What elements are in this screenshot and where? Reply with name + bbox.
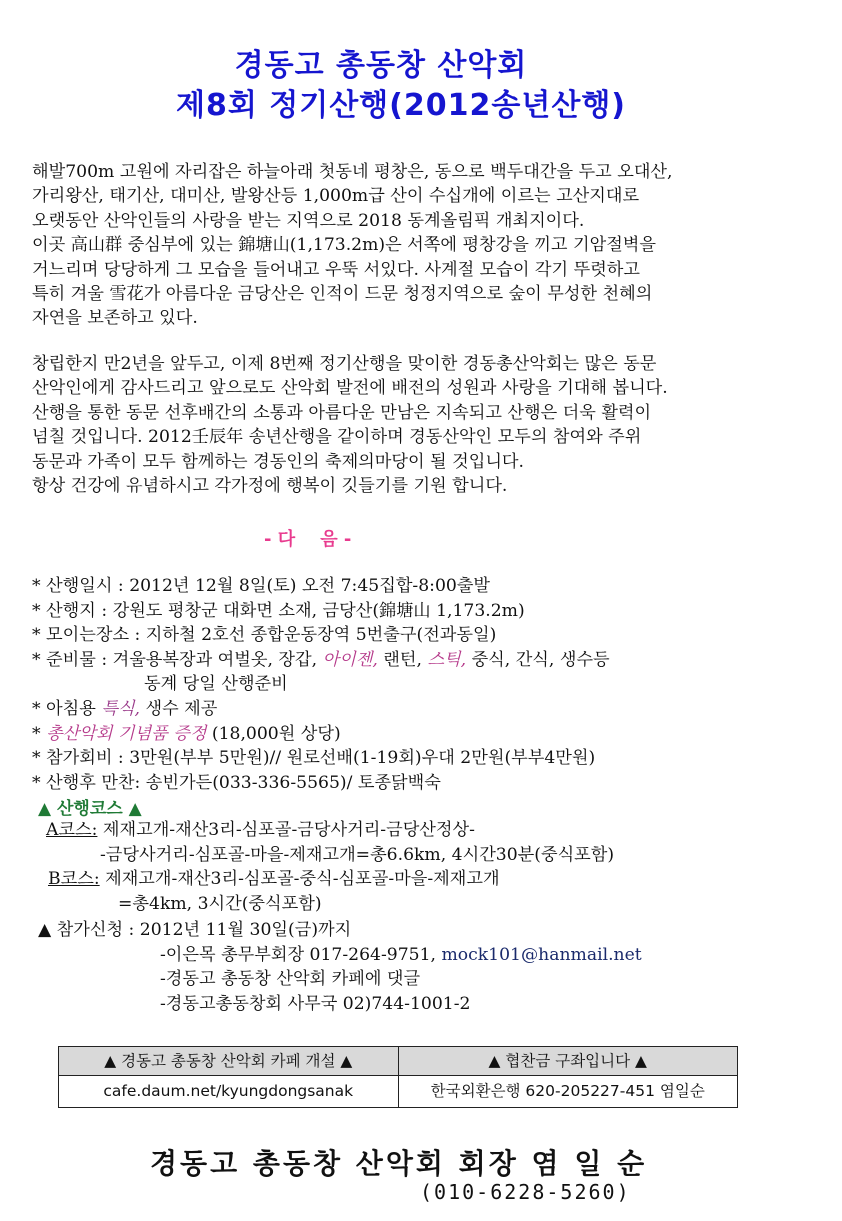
intro-paragraph-1 bbox=[32, 160, 832, 331]
text-line: 이곳 高山群 중심부에 있는 錦塘山(1,173.2m)은 서쪽에 평창강을 끼고 기암절벽을 bbox=[32, 235, 657, 256]
detail-meeting: * 모이는장소 : 지하철 2호선 종합운동장역 5번출구(전과동일) bbox=[32, 625, 497, 646]
triangle-up-icon: ▲ bbox=[38, 799, 52, 819]
text-line: 항상 건강에 유념하시고 각가정에 행복이 깃들기를 기원 합니다. bbox=[32, 476, 508, 497]
text-line: 동문과 가족이 모두 함께하는 경동인의 축제의마당이 될 것입니다. bbox=[32, 451, 524, 472]
prep-crampons: 아이젠, bbox=[322, 649, 378, 670]
prep-sticks: 스틱, bbox=[427, 649, 467, 670]
breakfast-special: 특식, bbox=[101, 698, 141, 719]
apply-contact-2: -경동고 총동창 산악회 카페에 댓글 bbox=[160, 969, 421, 990]
course-list bbox=[38, 818, 828, 916]
gift-prefix: * bbox=[32, 723, 47, 744]
detail-gift bbox=[32, 722, 832, 747]
page-subtitle: 제8회 정기산행(2012송년산행) bbox=[175, 88, 627, 123]
apply-contact-3: -경동고총동창회 사무국 02)744-1001-2 bbox=[160, 993, 471, 1014]
text-line: 오랫동안 산악인들의 사랑을 받는 지역으로 2018 동계올림픽 개최지이다. bbox=[32, 210, 585, 231]
text-line: 창립한지 만2년을 앞두고, 이제 8번째 정기산행을 맞이한 경동총산악회는 많은 동문 bbox=[32, 354, 657, 374]
president-signature: 경동고 총동창 산악회 회장 염 일 순 bbox=[150, 1147, 648, 1180]
text-line: 거느리며 당당하게 그 모습을 들어내고 우뚝 서있다. 사계절 모습이 각기 뚜렷하고 bbox=[32, 259, 641, 280]
course-b-line1: 제재고개-재산3리-심포골-중식-심포골-마을-제재고개 bbox=[99, 869, 500, 890]
contact-1-text: -이은목 총무부회장 017-264-9751, bbox=[160, 944, 442, 965]
course-b-label: B코스: bbox=[48, 869, 100, 890]
info-box-account bbox=[398, 1047, 738, 1107]
text-line: 가리왕산, 태기산, 대미산, 발왕산등 1,000m급 산이 수십개에 이르는 고산지대로 bbox=[32, 186, 640, 207]
apply-deadline: ▲ 참가신청 : 2012년 11월 30일(금)까지 bbox=[38, 920, 352, 940]
intro-paragraph-2 bbox=[32, 352, 832, 498]
apply-contact-1 bbox=[38, 943, 828, 968]
prep-prefix: * 준비물 : 겨울용복장과 여벌옷, 장갑, bbox=[32, 649, 323, 670]
detail-breakfast bbox=[32, 697, 832, 722]
breakfast-prefix: * 아침용 bbox=[32, 698, 102, 719]
bank-account-text: 한국외환은행 620-205227-451 염일순 bbox=[430, 1082, 705, 1100]
breakfast-suffix: 생수 제공 bbox=[140, 698, 218, 719]
text-line: 해발700m 고원에 자리잡은 하늘아래 첫동네 평창은, 동으로 백두대간을 두고 오대산, bbox=[32, 162, 673, 182]
prep-suffix: 중식, 간식, 생수등 bbox=[466, 649, 610, 670]
info-boxes bbox=[58, 1046, 738, 1108]
course-a-label: A코스: bbox=[46, 820, 98, 840]
contact-email-link[interactable]: mock101@hanmail.net bbox=[441, 944, 642, 965]
course-a-line1: 제재고개-재산3리-심포골-금당사거리-금당산정상- bbox=[97, 820, 475, 840]
detail-preparation-cont: 동계 당일 산행준비 bbox=[144, 674, 288, 695]
course-a-line2: -금당사거리-심포골-마을-제재고개=총6.6km, 4시간30분(중식포함) bbox=[100, 844, 615, 865]
course-b bbox=[38, 867, 828, 892]
course-a bbox=[38, 818, 828, 843]
gift-suffix: (18,000원 상당) bbox=[206, 723, 341, 744]
info-box-cafe-header: ▲ 경동고 총동창 산악회 카페 개설 ▲ bbox=[59, 1047, 398, 1076]
prep-mid: 랜턴, bbox=[377, 649, 428, 670]
text-line: 자연을 보존하고 있다. bbox=[32, 308, 198, 329]
page-title: 경동고 총동창 산악회 bbox=[234, 48, 528, 83]
text-line: 산행을 통한 동문 선후배간의 소통과 아름다운 만남은 지속되고 산행은 더욱 활력이 bbox=[32, 402, 652, 423]
notice-heading: - 다 음 - bbox=[264, 529, 352, 550]
event-details bbox=[32, 574, 832, 795]
gift-text: 총산악회 기념품 증정 bbox=[46, 723, 207, 744]
course-heading bbox=[38, 794, 142, 819]
detail-date: * 산행일시 : 2012년 12월 8일(토) 오전 7:45집합-8:00출발 bbox=[32, 576, 491, 596]
text-line: 산악인에게 감사드리고 앞으로도 산악회 발전에 배전의 성원과 사랑을 기대해 봅니다. bbox=[32, 378, 668, 399]
course-heading-label: 산행코스 bbox=[57, 799, 123, 819]
detail-dinner: * 산행후 만찬: 송빈가든(033-336-5565)/ 토종닭백숙 bbox=[32, 772, 441, 793]
cafe-url-link[interactable]: cafe.daum.net/kyungdongsanak bbox=[103, 1082, 354, 1100]
president-phone: (010-6228-5260) bbox=[420, 1180, 631, 1204]
info-box-cafe bbox=[59, 1047, 398, 1107]
detail-fee: * 참가회비 : 3만원(부부 5만원)// 원로선배(1-19회)우대 2만원(부부4만원) bbox=[32, 748, 596, 769]
course-b-line2: =총4km, 3시간(중식포함) bbox=[118, 893, 322, 914]
text-line: 특히 겨울 雪花가 아름다운 금당산은 인적이 드문 청정지역으로 숲이 무성한 천혜의 bbox=[32, 284, 653, 305]
triangle-up-icon: ▲ bbox=[128, 799, 142, 819]
detail-place: * 산행지 : 강원도 평창군 대화면 소재, 금당산(錦塘山 1,173.2m) bbox=[32, 600, 525, 621]
text-line: 넘칠 것입니다. 2012壬辰年 송년산행을 같이하며 경동산악인 모두의 참여와 주위 bbox=[32, 427, 642, 448]
detail-preparation bbox=[32, 648, 832, 673]
info-box-account-header: ▲ 협찬금 구좌입니다 ▲ bbox=[399, 1047, 738, 1076]
application-info bbox=[38, 918, 828, 1016]
